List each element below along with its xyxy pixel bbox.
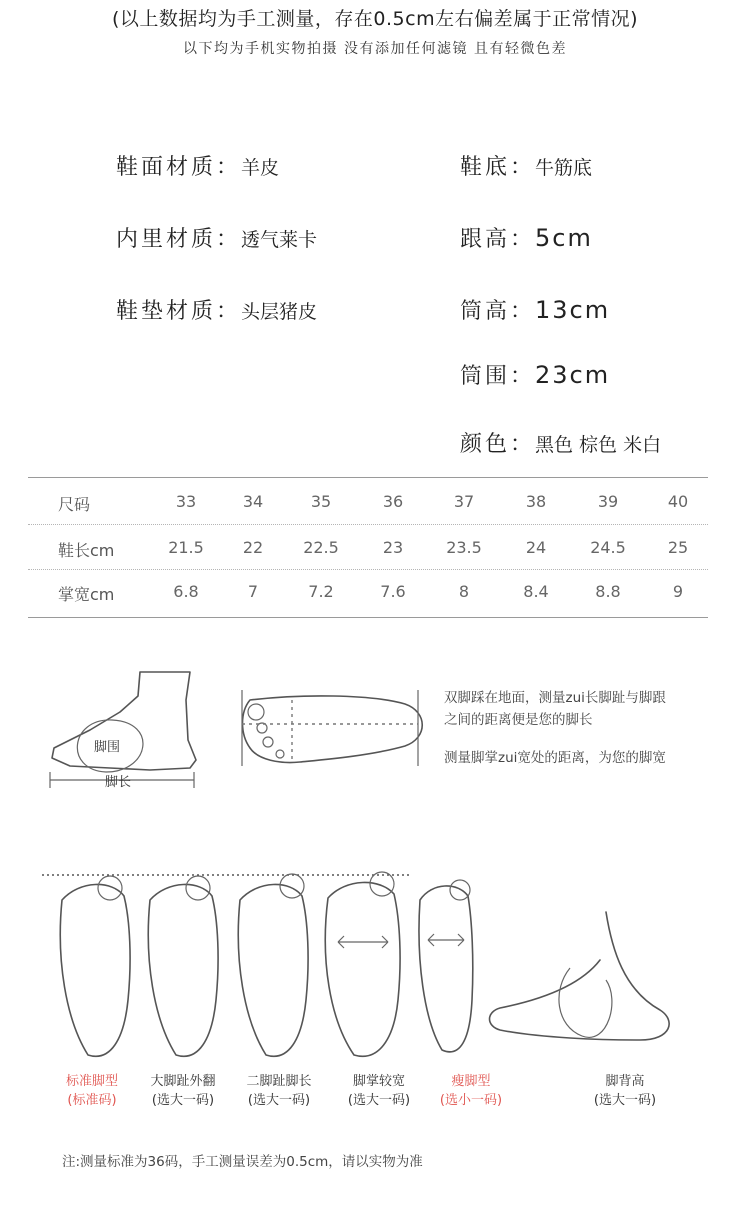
table-cell: 33	[175, 492, 197, 511]
table-cell: 35	[310, 492, 332, 511]
spec-insole-value: 头层猪皮	[241, 301, 318, 323]
row-label-length: 鞋长cm	[58, 541, 115, 560]
spec-upper-label: 鞋面材质：	[116, 155, 242, 180]
table-cell: 8.4	[523, 582, 549, 601]
table-cell: 22.5	[303, 538, 339, 557]
measure-desc-2: 之间的距离便是您的脚长	[444, 712, 593, 728]
foot-type-advice: (选小一码)	[439, 1093, 503, 1108]
foot-type-caption	[52, 1072, 132, 1110]
spec-heel-label: 跟高：	[460, 227, 536, 252]
row-label-size: 尺码	[58, 495, 91, 514]
spec-lining-label: 内里材质：	[116, 227, 242, 252]
spec-lining-value: 透气莱卡	[241, 229, 318, 251]
table-cell: 8	[458, 582, 470, 601]
photo-note: 以下均为手机实物拍摄 没有添加任何滤镜 且有轻微色差	[183, 41, 567, 57]
foot-type-advice: (选大一码)	[593, 1093, 657, 1108]
high-instep-drawing	[490, 912, 670, 1040]
spec-upper-value: 羊皮	[241, 157, 280, 179]
spec-shaft-value: 13cm	[535, 296, 611, 324]
foot-type-caption	[234, 1072, 324, 1110]
foot-type-advice: (标准码)	[67, 1093, 117, 1108]
table-cell: 38	[525, 492, 547, 511]
footnote: 注:测量标准为36码，手工测量误差为0.5cm，请以实物为准	[62, 1154, 423, 1170]
table-cell: 23.5	[446, 538, 482, 557]
foot-type-advice: (选大一码)	[347, 1093, 411, 1108]
foot-type-caption	[138, 1072, 228, 1110]
foot-type-advice: (选大一码)	[151, 1093, 215, 1108]
foot-type-caption	[334, 1072, 424, 1110]
label-length: 脚长	[105, 775, 132, 790]
measure-desc-3: 测量脚掌zui宽处的距离，为您的脚宽	[444, 750, 666, 766]
table-cell: 40	[667, 492, 689, 511]
row-label-width: 掌宽cm	[58, 585, 115, 604]
table-cell: 21.5	[168, 538, 204, 557]
table-cell: 24	[525, 538, 547, 557]
spec-circumference-label: 筒围：	[460, 364, 536, 389]
spec-color-label: 颜色：	[460, 432, 536, 457]
measure-desc-1: 双脚踩在地面，测量zui长脚趾与脚跟	[444, 690, 666, 706]
spec-sole-value: 牛筋底	[535, 157, 593, 179]
foot-type-caption	[580, 1072, 670, 1110]
table-cell: 34	[242, 492, 264, 511]
spec-insole-label: 鞋垫材质：	[116, 299, 242, 324]
foot-type-name: 二脚趾脚长	[246, 1074, 312, 1089]
label-circumference: 脚围	[94, 740, 121, 755]
foot-type-name: 脚背高	[605, 1074, 645, 1089]
table-cell: 7.2	[308, 582, 334, 601]
table-cell: 8.8	[595, 582, 621, 601]
spec-sole-label: 鞋底：	[460, 155, 536, 180]
spec-color-value: 黑色 棕色 米白	[535, 434, 662, 456]
table-cell: 9	[672, 582, 684, 601]
foot-type-caption	[426, 1072, 516, 1110]
table-cell: 22	[242, 538, 264, 557]
foot-type-name: 标准脚型	[65, 1074, 118, 1089]
table-cell: 24.5	[590, 538, 626, 557]
table-cell: 23	[382, 538, 404, 557]
foot-type-name: 大脚趾外翻	[150, 1074, 216, 1089]
spec-shaft-label: 筒高：	[460, 299, 536, 324]
measurement-note: (以上数据均为手工测量，存在0.5cm左右偏差属于正常情况)	[112, 8, 638, 30]
table-cell: 25	[667, 538, 689, 557]
spec-circumference-value: 23cm	[535, 361, 611, 389]
foot-type-name: 瘦脚型	[451, 1074, 491, 1089]
table-cell: 7	[247, 582, 259, 601]
foot-type-name: 脚掌较宽	[352, 1074, 405, 1089]
top-foot-drawing	[242, 690, 422, 766]
foot-type-drawings	[60, 872, 472, 1056]
table-cell: 39	[597, 492, 619, 511]
table-cell: 37	[453, 492, 475, 511]
table-cell: 36	[382, 492, 404, 511]
spec-heel-value: 5cm	[535, 224, 593, 252]
foot-type-advice: (选大一码)	[247, 1093, 311, 1108]
table-cell: 7.6	[380, 582, 406, 601]
table-cell: 6.8	[173, 582, 199, 601]
